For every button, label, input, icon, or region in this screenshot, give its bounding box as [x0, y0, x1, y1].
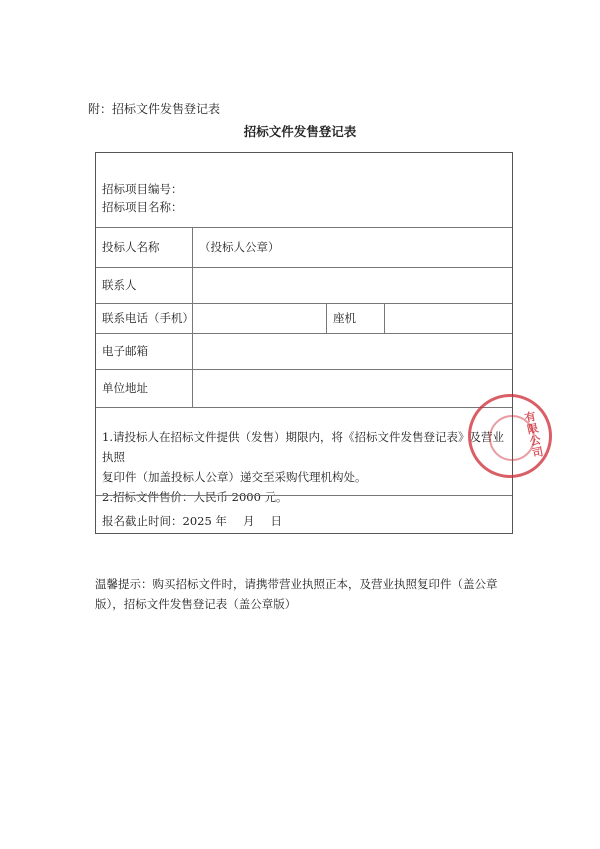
- contact-field[interactable]: [192, 267, 512, 303]
- address-label: 单位地址: [102, 381, 148, 395]
- deadline-label: 报名截止时间：: [102, 514, 183, 528]
- company-seal-stamp: [468, 394, 552, 478]
- email-row: [96, 333, 512, 370]
- deadline-month: 月: [242, 514, 255, 528]
- bidder-field[interactable]: （投标人公章）: [192, 227, 512, 267]
- deadline-row: [102, 513, 298, 529]
- reminder-tip: 温馨提示：购买招标文件时，请携带营业执照正本，及营业执照复印件（盖公章版），招标文件发售登记表（盖公章版）: [95, 577, 498, 611]
- phone-row: [96, 303, 512, 334]
- project-name-field[interactable]: 招标项目名称：: [102, 200, 183, 214]
- form-title: 招标文件发售登记表: [243, 124, 357, 139]
- attachment-label: 附：招标文件发售登记表: [88, 102, 221, 116]
- mobile-field[interactable]: [192, 303, 326, 333]
- note-2: 2.招标文件售价：人民币 2000 元。: [102, 490, 288, 504]
- email-field[interactable]: [192, 333, 512, 369]
- phone-label: 联系电话（手机）: [102, 311, 194, 325]
- contact-label: 联系人: [102, 278, 137, 292]
- bidder-row: [96, 227, 512, 268]
- notes-divider: [96, 495, 512, 496]
- address-row: [96, 369, 512, 408]
- contact-row: [96, 267, 512, 304]
- deadline-day: 日: [270, 514, 282, 528]
- deadline-year: 2025 年: [182, 514, 227, 528]
- address-field[interactable]: [192, 369, 512, 407]
- landline-field[interactable]: [384, 303, 512, 333]
- project-info-row: [96, 153, 512, 228]
- project-number-field[interactable]: 招标项目编号：: [102, 182, 183, 196]
- email-label: 电子邮箱: [102, 344, 148, 358]
- registration-form: [95, 152, 513, 534]
- stamp-text: 有限公司: [522, 410, 545, 460]
- note-1-line-2: 复印件（加盖投标人公章）递交至采购代理机构处。: [102, 470, 367, 484]
- note-1-line-1: 1.请投标人在招标文件提供（发售）期限内，将《招标文件发售登记表》及营业执照: [102, 430, 504, 464]
- landline-label: 座机: [326, 303, 384, 333]
- bidder-label: 投标人名称: [102, 240, 160, 254]
